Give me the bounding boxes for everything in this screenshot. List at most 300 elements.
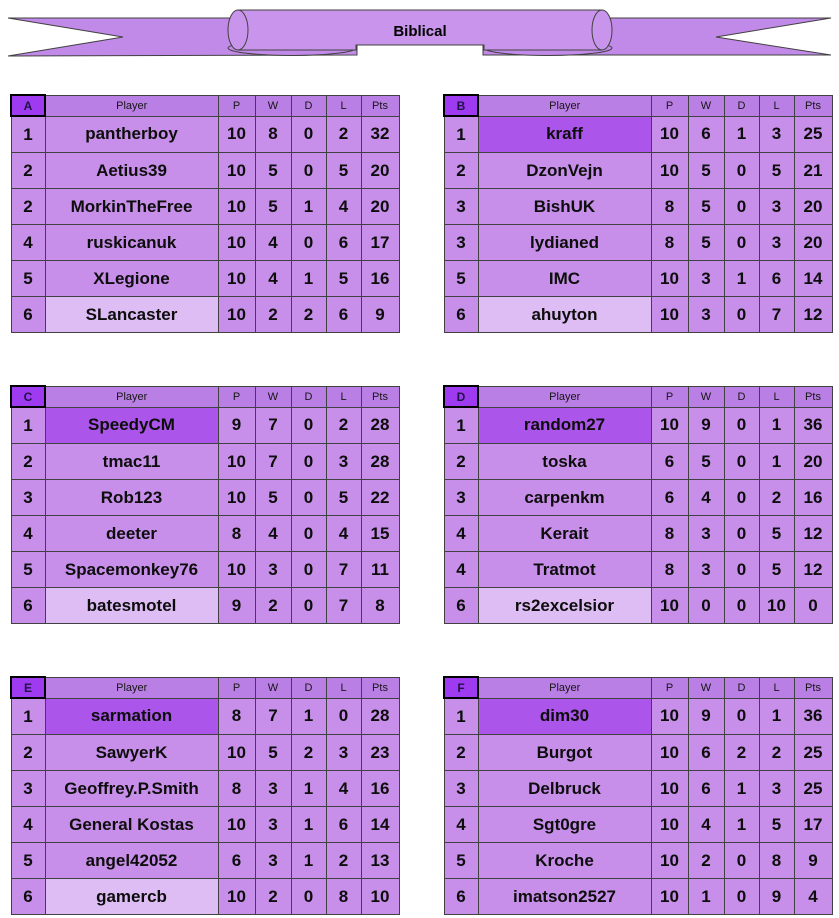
player-name-cell: Spacemonkey76 <box>45 552 218 588</box>
d-cell: 1 <box>724 116 759 153</box>
group-table-B <box>443 94 833 333</box>
standings-row <box>11 261 399 297</box>
standings-row <box>444 407 832 444</box>
d-cell: 2 <box>724 735 759 771</box>
standings-row <box>11 735 399 771</box>
pts-cell: 36 <box>794 698 832 735</box>
w-cell: 3 <box>688 552 724 588</box>
header-row <box>444 677 832 698</box>
player-name-cell: dim30 <box>478 698 651 735</box>
rank-cell: 5 <box>11 843 45 879</box>
standings-row <box>11 407 399 444</box>
column-header-d: D <box>724 386 759 407</box>
l-cell: 3 <box>326 444 361 480</box>
pts-cell: 25 <box>794 116 832 153</box>
pts-cell: 28 <box>361 407 399 444</box>
rank-cell: 1 <box>444 698 478 735</box>
standings-row <box>444 153 832 189</box>
w-cell: 2 <box>255 297 291 333</box>
group-letter: A <box>11 95 45 116</box>
d-cell: 0 <box>724 698 759 735</box>
rank-cell: 5 <box>11 261 45 297</box>
l-cell: 2 <box>759 480 794 516</box>
d-cell: 0 <box>724 444 759 480</box>
p-cell: 10 <box>651 588 688 624</box>
pts-cell: 25 <box>794 735 832 771</box>
l-cell: 5 <box>759 153 794 189</box>
p-cell: 10 <box>218 552 255 588</box>
w-cell: 3 <box>255 552 291 588</box>
column-header-l: L <box>326 95 361 116</box>
l-cell: 3 <box>759 189 794 225</box>
d-cell: 0 <box>724 153 759 189</box>
p-cell: 10 <box>218 153 255 189</box>
pts-cell: 9 <box>361 297 399 333</box>
column-header-d: D <box>291 95 326 116</box>
w-cell: 5 <box>255 189 291 225</box>
d-cell: 1 <box>291 807 326 843</box>
column-header-d: D <box>291 386 326 407</box>
rank-cell: 1 <box>11 116 45 153</box>
w-cell: 6 <box>688 771 724 807</box>
player-name-cell: pantherboy <box>45 116 218 153</box>
d-cell: 0 <box>291 480 326 516</box>
player-name-cell: rs2excelsior <box>478 588 651 624</box>
player-name-cell: batesmotel <box>45 588 218 624</box>
d-cell: 0 <box>724 843 759 879</box>
pts-cell: 36 <box>794 407 832 444</box>
w-cell: 3 <box>688 516 724 552</box>
player-name-cell: Kerait <box>478 516 651 552</box>
p-cell: 10 <box>218 480 255 516</box>
column-header-player: Player <box>45 95 218 116</box>
player-name-cell: kraff <box>478 116 651 153</box>
w-cell: 5 <box>688 225 724 261</box>
l-cell: 3 <box>759 225 794 261</box>
pts-cell: 11 <box>361 552 399 588</box>
d-cell: 1 <box>291 771 326 807</box>
w-cell: 9 <box>688 698 724 735</box>
player-name-cell: Delbruck <box>478 771 651 807</box>
pts-cell: 32 <box>361 116 399 153</box>
player-name-cell: XLegione <box>45 261 218 297</box>
p-cell: 10 <box>218 735 255 771</box>
w-cell: 7 <box>255 698 291 735</box>
rank-cell: 6 <box>444 879 478 915</box>
header-row <box>444 386 832 407</box>
rank-cell: 2 <box>444 153 478 189</box>
d-cell: 2 <box>291 735 326 771</box>
player-name-cell: Geoffrey.P.Smith <box>45 771 218 807</box>
player-name-cell: sarmation <box>45 698 218 735</box>
standings-row <box>11 297 399 333</box>
standings-row <box>11 843 399 879</box>
pts-cell: 13 <box>361 843 399 879</box>
column-header-player: Player <box>478 677 651 698</box>
d-cell: 0 <box>291 516 326 552</box>
rank-cell: 4 <box>11 807 45 843</box>
p-cell: 8 <box>651 516 688 552</box>
l-cell: 6 <box>326 807 361 843</box>
pts-cell: 20 <box>794 189 832 225</box>
rank-cell: 5 <box>444 261 478 297</box>
w-cell: 2 <box>255 588 291 624</box>
l-cell: 5 <box>326 480 361 516</box>
standings-row <box>11 516 399 552</box>
d-cell: 0 <box>291 153 326 189</box>
w-cell: 1 <box>688 879 724 915</box>
rank-cell: 5 <box>444 843 478 879</box>
standings-row <box>11 444 399 480</box>
d-cell: 0 <box>724 407 759 444</box>
pts-cell: 25 <box>794 771 832 807</box>
player-name-cell: random27 <box>478 407 651 444</box>
group-table-D <box>443 385 833 624</box>
d-cell: 0 <box>291 552 326 588</box>
p-cell: 10 <box>218 225 255 261</box>
tournament-standings-page <box>0 2 839 915</box>
p-cell: 10 <box>651 879 688 915</box>
l-cell: 1 <box>759 407 794 444</box>
p-cell: 10 <box>218 116 255 153</box>
w-cell: 5 <box>688 189 724 225</box>
group-letter: C <box>11 386 45 407</box>
pts-cell: 23 <box>361 735 399 771</box>
column-header-w: W <box>688 677 724 698</box>
w-cell: 5 <box>688 153 724 189</box>
column-header-w: W <box>688 95 724 116</box>
column-header-pts: Pts <box>361 386 399 407</box>
rank-cell: 5 <box>11 552 45 588</box>
p-cell: 10 <box>651 698 688 735</box>
player-name-cell: lydianed <box>478 225 651 261</box>
pts-cell: 17 <box>361 225 399 261</box>
rank-cell: 1 <box>444 116 478 153</box>
w-cell: 7 <box>255 407 291 444</box>
header-row <box>444 95 832 116</box>
l-cell: 2 <box>326 407 361 444</box>
p-cell: 6 <box>651 444 688 480</box>
w-cell: 3 <box>688 261 724 297</box>
d-cell: 0 <box>291 225 326 261</box>
player-name-cell: gamercb <box>45 879 218 915</box>
l-cell: 3 <box>326 735 361 771</box>
l-cell: 7 <box>326 588 361 624</box>
standings-row <box>444 480 832 516</box>
banner-ribbon <box>0 2 839 64</box>
rank-cell: 2 <box>444 444 478 480</box>
pts-cell: 15 <box>361 516 399 552</box>
rank-cell: 6 <box>11 879 45 915</box>
p-cell: 10 <box>218 297 255 333</box>
player-name-cell: SawyerK <box>45 735 218 771</box>
l-cell: 5 <box>759 807 794 843</box>
player-name-cell: BishUK <box>478 189 651 225</box>
column-header-pts: Pts <box>794 677 832 698</box>
l-cell: 6 <box>326 297 361 333</box>
player-name-cell: SLancaster <box>45 297 218 333</box>
standings-row <box>11 879 399 915</box>
column-header-d: D <box>724 677 759 698</box>
d-cell: 0 <box>291 879 326 915</box>
rank-cell: 3 <box>444 225 478 261</box>
pts-cell: 12 <box>794 552 832 588</box>
pts-cell: 12 <box>794 516 832 552</box>
w-cell: 6 <box>688 116 724 153</box>
column-header-l: L <box>326 677 361 698</box>
pts-cell: 22 <box>361 480 399 516</box>
l-cell: 1 <box>759 444 794 480</box>
standings-row <box>444 735 832 771</box>
group-letter: B <box>444 95 478 116</box>
player-name-cell: General Kostas <box>45 807 218 843</box>
pts-cell: 14 <box>361 807 399 843</box>
rank-cell: 2 <box>11 189 45 225</box>
pts-cell: 14 <box>794 261 832 297</box>
d-cell: 1 <box>291 843 326 879</box>
l-cell: 0 <box>326 698 361 735</box>
d-cell: 2 <box>291 297 326 333</box>
p-cell: 10 <box>218 807 255 843</box>
standings-row <box>11 189 399 225</box>
pts-cell: 20 <box>361 189 399 225</box>
d-cell: 0 <box>724 297 759 333</box>
column-header-w: W <box>255 677 291 698</box>
rank-cell: 1 <box>11 698 45 735</box>
l-cell: 5 <box>759 516 794 552</box>
column-header-w: W <box>255 95 291 116</box>
pts-cell: 4 <box>794 879 832 915</box>
standings-row <box>11 225 399 261</box>
player-name-cell: Burgot <box>478 735 651 771</box>
standings-row <box>11 153 399 189</box>
column-header-l: L <box>326 386 361 407</box>
w-cell: 5 <box>688 444 724 480</box>
group-table-E <box>10 676 400 915</box>
standings-row <box>444 261 832 297</box>
p-cell: 10 <box>651 407 688 444</box>
l-cell: 5 <box>326 153 361 189</box>
standings-row <box>444 444 832 480</box>
pts-cell: 16 <box>361 261 399 297</box>
banner-ribbon-graphic <box>0 2 839 64</box>
player-name-cell: Rob123 <box>45 480 218 516</box>
p-cell: 10 <box>651 297 688 333</box>
w-cell: 5 <box>255 480 291 516</box>
group-table-F <box>443 676 833 915</box>
column-header-d: D <box>724 95 759 116</box>
player-name-cell: tmac11 <box>45 444 218 480</box>
p-cell: 10 <box>651 153 688 189</box>
column-header-l: L <box>759 95 794 116</box>
column-header-player: Player <box>478 386 651 407</box>
player-name-cell: Sgt0gre <box>478 807 651 843</box>
pts-cell: 17 <box>794 807 832 843</box>
p-cell: 10 <box>218 189 255 225</box>
header-row <box>11 677 399 698</box>
column-header-player: Player <box>478 95 651 116</box>
l-cell: 3 <box>759 116 794 153</box>
p-cell: 10 <box>651 735 688 771</box>
player-name-cell: MorkinTheFree <box>45 189 218 225</box>
p-cell: 9 <box>218 407 255 444</box>
p-cell: 9 <box>218 588 255 624</box>
l-cell: 6 <box>326 225 361 261</box>
player-name-cell: deeter <box>45 516 218 552</box>
w-cell: 3 <box>255 843 291 879</box>
d-cell: 0 <box>724 879 759 915</box>
w-cell: 2 <box>688 843 724 879</box>
column-header-p: P <box>218 95 255 116</box>
p-cell: 10 <box>218 261 255 297</box>
rank-cell: 1 <box>11 407 45 444</box>
w-cell: 8 <box>255 116 291 153</box>
pts-cell: 0 <box>794 588 832 624</box>
standings-row <box>444 807 832 843</box>
standings-row <box>444 552 832 588</box>
rank-cell: 2 <box>11 444 45 480</box>
d-cell: 0 <box>724 189 759 225</box>
p-cell: 10 <box>651 843 688 879</box>
column-header-p: P <box>651 95 688 116</box>
standings-row <box>444 879 832 915</box>
p-cell: 10 <box>218 444 255 480</box>
l-cell: 7 <box>326 552 361 588</box>
player-name-cell: Aetius39 <box>45 153 218 189</box>
standings-row <box>11 480 399 516</box>
l-cell: 8 <box>326 879 361 915</box>
group-table-A <box>10 94 400 333</box>
l-cell: 5 <box>759 552 794 588</box>
l-cell: 4 <box>326 516 361 552</box>
rank-cell: 4 <box>11 516 45 552</box>
d-cell: 0 <box>291 407 326 444</box>
p-cell: 8 <box>218 698 255 735</box>
p-cell: 8 <box>651 225 688 261</box>
d-cell: 0 <box>291 444 326 480</box>
column-header-player: Player <box>45 386 218 407</box>
d-cell: 0 <box>724 588 759 624</box>
pts-cell: 10 <box>361 879 399 915</box>
group-table-C <box>10 385 400 624</box>
d-cell: 0 <box>724 480 759 516</box>
p-cell: 10 <box>218 879 255 915</box>
p-cell: 10 <box>651 116 688 153</box>
w-cell: 4 <box>688 480 724 516</box>
l-cell: 4 <box>326 771 361 807</box>
w-cell: 4 <box>688 807 724 843</box>
d-cell: 1 <box>291 261 326 297</box>
pts-cell: 20 <box>794 225 832 261</box>
column-header-w: W <box>688 386 724 407</box>
rank-cell: 6 <box>444 588 478 624</box>
groups-grid <box>10 94 839 915</box>
d-cell: 1 <box>724 261 759 297</box>
rank-cell: 3 <box>11 480 45 516</box>
player-name-cell: DzonVejn <box>478 153 651 189</box>
header-row <box>11 95 399 116</box>
rank-cell: 3 <box>11 771 45 807</box>
w-cell: 2 <box>255 879 291 915</box>
d-cell: 1 <box>291 189 326 225</box>
column-header-p: P <box>651 386 688 407</box>
w-cell: 3 <box>255 807 291 843</box>
rank-cell: 4 <box>444 516 478 552</box>
pts-cell: 12 <box>794 297 832 333</box>
l-cell: 10 <box>759 588 794 624</box>
p-cell: 8 <box>651 189 688 225</box>
rank-cell: 2 <box>11 735 45 771</box>
w-cell: 3 <box>688 297 724 333</box>
standings-row <box>444 843 832 879</box>
pts-cell: 20 <box>361 153 399 189</box>
l-cell: 5 <box>326 261 361 297</box>
rank-cell: 4 <box>444 552 478 588</box>
rank-cell: 6 <box>11 297 45 333</box>
p-cell: 6 <box>651 480 688 516</box>
d-cell: 0 <box>291 588 326 624</box>
standings-row <box>11 116 399 153</box>
w-cell: 5 <box>255 735 291 771</box>
header-row <box>11 386 399 407</box>
standings-row <box>11 698 399 735</box>
rank-cell: 1 <box>444 407 478 444</box>
w-cell: 9 <box>688 407 724 444</box>
rank-cell: 3 <box>444 480 478 516</box>
standings-row <box>444 297 832 333</box>
l-cell: 8 <box>759 843 794 879</box>
l-cell: 4 <box>326 189 361 225</box>
pts-cell: 9 <box>794 843 832 879</box>
pts-cell: 8 <box>361 588 399 624</box>
column-header-player: Player <box>45 677 218 698</box>
rank-cell: 2 <box>444 735 478 771</box>
p-cell: 10 <box>651 807 688 843</box>
standings-row <box>444 698 832 735</box>
pts-cell: 16 <box>794 480 832 516</box>
w-cell: 0 <box>688 588 724 624</box>
p-cell: 8 <box>218 516 255 552</box>
w-cell: 6 <box>688 735 724 771</box>
w-cell: 7 <box>255 444 291 480</box>
w-cell: 4 <box>255 225 291 261</box>
l-cell: 9 <box>759 879 794 915</box>
l-cell: 7 <box>759 297 794 333</box>
rank-cell: 4 <box>11 225 45 261</box>
standings-row <box>444 588 832 624</box>
player-name-cell: angel42052 <box>45 843 218 879</box>
d-cell: 0 <box>291 116 326 153</box>
standings-row <box>11 552 399 588</box>
l-cell: 3 <box>759 771 794 807</box>
w-cell: 4 <box>255 261 291 297</box>
p-cell: 10 <box>651 261 688 297</box>
group-letter: E <box>11 677 45 698</box>
player-name-cell: ahuyton <box>478 297 651 333</box>
d-cell: 1 <box>724 771 759 807</box>
rank-cell: 3 <box>444 771 478 807</box>
l-cell: 2 <box>326 116 361 153</box>
column-header-p: P <box>651 677 688 698</box>
column-header-l: L <box>759 386 794 407</box>
player-name-cell: imatson2527 <box>478 879 651 915</box>
p-cell: 8 <box>218 771 255 807</box>
standings-row <box>11 771 399 807</box>
column-header-d: D <box>291 677 326 698</box>
standings-row <box>444 516 832 552</box>
d-cell: 0 <box>724 552 759 588</box>
player-name-cell: ruskicanuk <box>45 225 218 261</box>
